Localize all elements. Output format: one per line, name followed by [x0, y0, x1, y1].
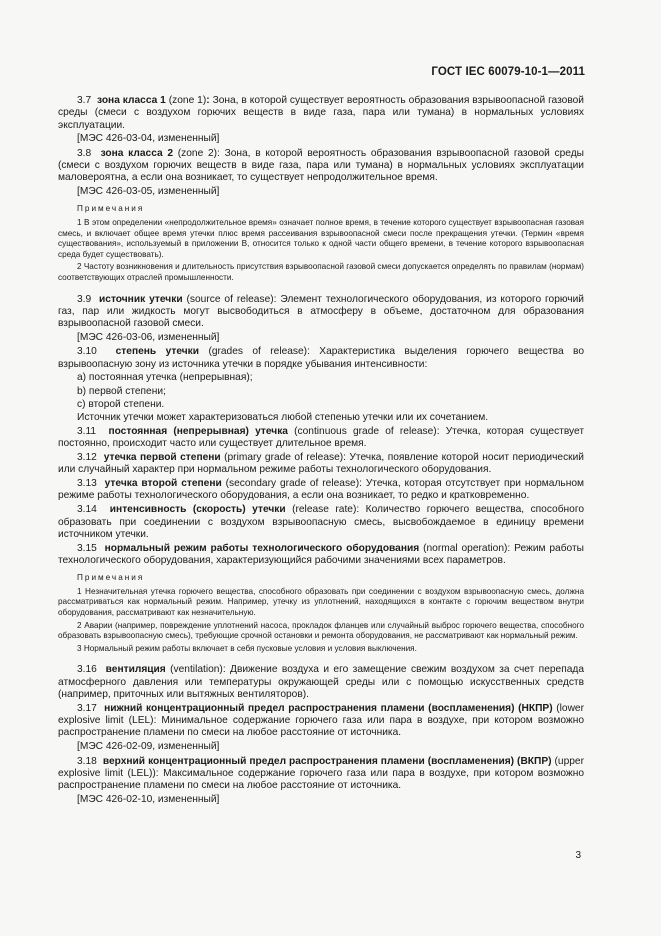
term: источник утечки	[99, 293, 183, 305]
definition-text: (continuous grade of release): Утечка, которая существует постоянно, происходит часто или существует длительное время.	[58, 426, 584, 450]
term: степень утечки	[115, 346, 200, 358]
clause-number: 3.10	[77, 346, 97, 358]
definition-3-10	[58, 346, 584, 371]
note-2: 2 Частоту возникновения и длительность присутствия взрывоопасной газовой смеси допускается определять по правилам (нормам) соответствующих отраслей промышленности.	[58, 262, 584, 282]
note-1: 1 В этом определении «непродолжительное время» означает полное время, в течение которого существует взрывоопасная газовая смесь, и включает общее время утечки плюс время рассеивания взрывоопасной смеси после прекращения утечки. (Термин «время существования», используемый в приложении В, относится только к одной части общего времени, в течение которого взрывоопасная среда будет существовать).	[58, 217, 584, 259]
definition-3-15	[58, 543, 584, 568]
list-item: b) первой степени;	[77, 385, 166, 397]
definition-3-9	[58, 294, 584, 331]
definition-3-18	[58, 756, 584, 793]
definition-text: (release rate): Количество горючего вещества, способного образовать при соединении с воздухом взрывоопасную смесь, высвобождаемое в единицу времени источником утечки.	[58, 504, 585, 540]
list-item: a) постоянная утечка (непрерывная);	[77, 372, 253, 384]
notes-title: Примечания	[77, 204, 145, 214]
clause-number: 3.8	[77, 147, 92, 159]
definition-text: (normal operation): Режим работы технологического оборудования, характеризующийся рабочими значениями всех параметров.	[58, 542, 584, 566]
definition-3-7	[58, 95, 584, 132]
definition-text: (grades of release): Характеристика выделения горючего вещества во взрывоопасную зону из источника утечки в порядке убывания интенсивности:	[58, 346, 584, 370]
clause-number: 3.7	[77, 95, 92, 106]
term: утечка второй степени	[104, 478, 222, 490]
term: нижний концентрационный предел распространения пламени (воспламенения) (НКПР)	[104, 702, 553, 714]
page-number: 3	[575, 850, 581, 861]
notes-title: Примечания	[77, 573, 145, 583]
notes-block	[58, 204, 584, 283]
note-1: 1 Незначительная утечка горючего вещества, способного образовать при соединении с воздухом взрывоопасную смесь, должна рассматриваться как нормальный режим. Например, утечку из уплотнений, находящихся в контакте с горючим веществом внутри оборудования, рассматривают как незначительную.	[58, 586, 584, 618]
term: утечка первой степени	[103, 452, 221, 464]
notes-block	[58, 573, 584, 654]
note-2: 2 Аварии (например, повреждение уплотнений насоса, прокладок фланцев или случайный выброс горючего вещества, способного образовать взрывоопасную смесь), требующие срочной остановки и ремонта оборудования, не рассматривают как нормальный режим.	[58, 620, 584, 641]
clause-number: 3.17	[77, 702, 97, 714]
definition-text: (zone 2): Зона, в которой вероятность образования взрывоопасной газовой среды (смеси с воздухом горючих веществ в виде газа, пара или тумана) в нормальных условиях эксплуатации маловероятна, а если она возникает, то существует непродолжительное время.	[58, 147, 584, 184]
definition-3-16	[58, 664, 584, 701]
note-3: 3 Нормальный режим работы включает в себя пусковые условия и условия выключения.	[77, 643, 417, 653]
reference: [МЭС 426-03-06, измененный]	[77, 331, 220, 343]
list-item: c) второй степени.	[77, 398, 165, 410]
clause-number: 3.9	[77, 293, 92, 305]
definition-text: (secondary grade of release): Утечка, которая отсутствует при нормальном режиме работы технологического оборудования, а если она возникает, то редко и кратковременно.	[58, 478, 584, 502]
definition-3-8	[58, 148, 584, 185]
clause-number: 3.14	[77, 504, 97, 516]
definition-text: (upper explosive limit (LEL)): Максимальное содержание горючего газа или пара в воздухе, при котором возможно распространение пламени по смеси на любое расстояние от источника.	[58, 755, 584, 792]
reference: [МЭС 426-03-05, измененный]	[77, 186, 220, 198]
reference: [МЭС 426-02-09, измененный]	[77, 741, 220, 753]
reference: [МЭС 426-03-04, измененный]	[77, 133, 220, 145]
definition-3-11	[58, 426, 584, 451]
term: верхний концентрационный предел распространения пламени (воспламенения) (ВКПР)	[102, 755, 552, 767]
clause-number: 3.15	[77, 542, 97, 554]
definition-text: Зона, в которой существует вероятность образования взрывоопасной газовой среды (смеси с воздухом горючих веществ в виде газа, пара или тумана) в нормальных условиях эксплуатации.	[58, 95, 584, 131]
definition-text: (lower explosive limit (LEL): Минимальное содержание горючего газа или пара в воздухе, при котором возможно распространение пламени по смеси на любое расстояние от источника.	[58, 702, 584, 739]
definition-text: (ventilation): Движение воздуха и его замещение свежим воздухом за счет перепада атмосферного давления или температуры окружающей среды или с помощью искусственных средств (например, приточных или вытяжных вентиляторов).	[58, 664, 584, 701]
term-english: (zone 1)	[165, 95, 207, 106]
term: постоянная (непрерывная) утечка	[108, 426, 288, 437]
clause-number: 3.11	[77, 426, 97, 437]
clause-number: 3.16	[77, 664, 97, 676]
definition-3-13	[58, 478, 584, 503]
clause-number: 3.18	[77, 755, 97, 767]
definition-3-12	[58, 452, 584, 477]
reference: [МЭС 426-02-10, измененный]	[77, 793, 220, 805]
paragraph: Источник утечки может характеризоваться любой степенью утечки или их сочетанием.	[77, 412, 489, 424]
definition-text: (primary grade of release): Утечка, появление которой носит периодический или случайный характер при нормальном режиме работы технологического оборудования.	[58, 452, 584, 476]
definition-text: (source of release): Элемент технологического оборудования, из которого горючий газ, пар или жидкость могут высвободиться в атмосферу в объеме, достаточном для образования взрывоопасной газовой смеси.	[58, 293, 584, 330]
document-header: ГОСТ IEC 60079-10-1—2011	[431, 66, 585, 78]
document-body	[58, 95, 584, 808]
clause-number: 3.13	[77, 478, 97, 490]
term: нормальный режим работы технологического оборудования	[104, 542, 420, 554]
term: интенсивность (скорость) утечки	[109, 504, 286, 516]
term: зона класса 2	[100, 147, 174, 159]
term: вентиляция	[105, 664, 166, 676]
clause-number: 3.12	[77, 452, 97, 464]
definition-3-14	[58, 504, 584, 541]
term-colon: :	[206, 95, 210, 106]
definition-3-17	[58, 703, 584, 740]
term: зона класса 1	[97, 95, 166, 106]
